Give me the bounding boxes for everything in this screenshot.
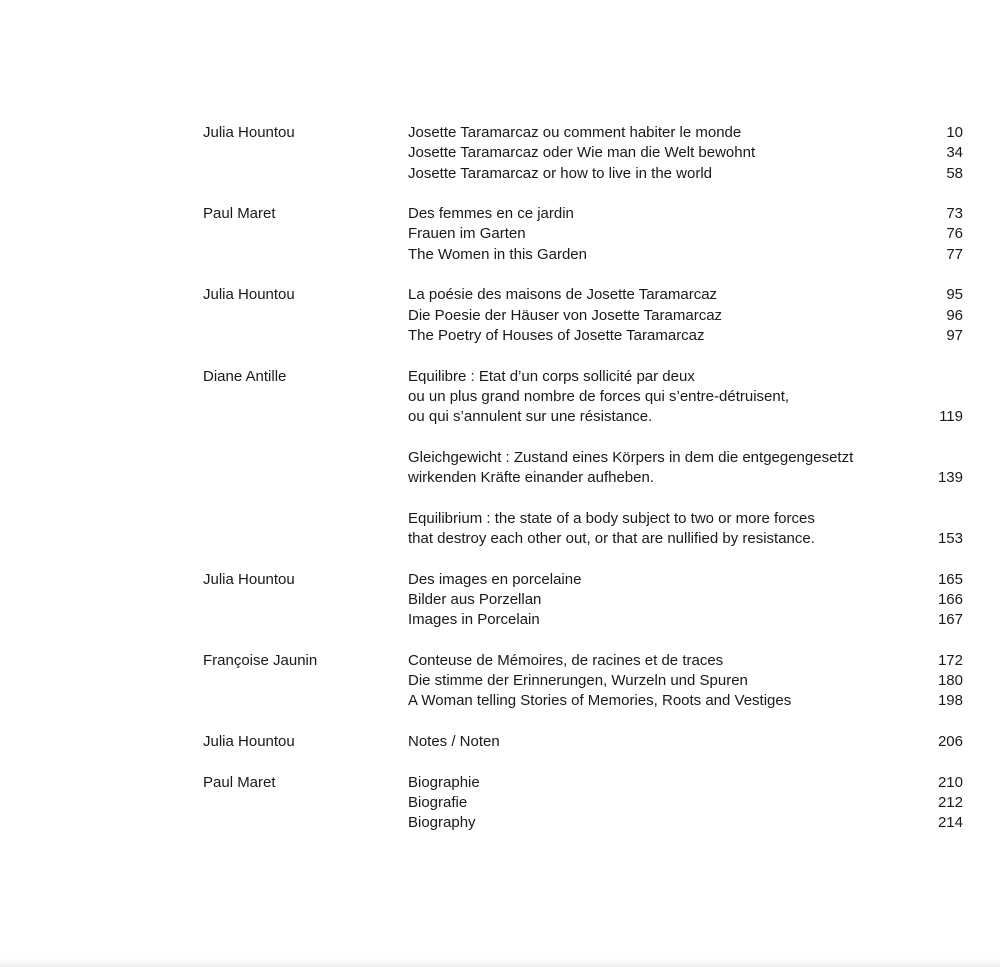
toc-page-number: 139 [937,469,963,487]
toc-entry-title-line: Images in Porcelain [408,611,540,629]
toc-page-number: 167 [937,611,963,629]
toc-page-number: 166 [937,590,963,608]
toc-page-number: 153 [937,529,963,547]
toc-entry [408,448,963,489]
toc-entry [408,570,963,590]
toc-entry [408,813,963,833]
toc-author: Julia Hountou [203,124,295,141]
toc-entry-title-line: Des images en porcelaine [408,570,582,588]
toc-entry-title-line: Bilder aus Porzellan [408,590,542,608]
toc-entry [408,590,963,610]
toc-entries [408,651,963,712]
toc-entry-title-line: A Woman telling Stories of Memories, Roots and Vestiges [408,692,792,710]
toc-entries [408,123,963,184]
toc-author: Julia Hountou [203,286,295,304]
toc-entry-title-line: Frauen im Garten [408,225,526,243]
toc-entry-title-line: Conteuse de Mémoires, de racines et de traces [408,651,724,669]
toc-entry [408,285,963,305]
toc-entry [408,732,963,752]
toc-page-number: 76 [946,225,963,243]
toc-page-number: 198 [937,692,963,710]
toc-entries [408,773,963,834]
toc-section [203,123,963,184]
toc-entry-title-line: Josette Taramarcaz ou comment habiter le monde [408,124,742,141]
toc-entry [408,651,963,671]
toc-page-number: 34 [946,144,963,162]
toc-section [203,570,963,631]
toc-entry [408,224,963,244]
toc-page-number: 10 [946,124,963,141]
toc-entries [408,367,963,550]
toc-entry-title-line: Biography [408,814,476,832]
toc-entries [408,285,963,346]
toc-page-number: 97 [946,326,963,344]
toc-entry [408,123,963,143]
toc-section [203,732,963,752]
toc-page-number: 77 [946,245,963,263]
toc-page-number: 212 [937,793,963,811]
toc-page-number: 95 [946,286,963,304]
toc-entry [408,691,963,711]
toc-entry [408,143,963,163]
toc-entry-title-line: ou un plus grand nombre de forces qui s’entre-détruisent, [408,387,790,405]
table-of-contents [203,123,963,854]
toc-entry-title-line: Biographie [408,773,480,791]
toc-page-number: 172 [937,651,963,669]
toc-author: Diane Antille [203,367,287,385]
toc-entry [408,306,963,326]
toc-entry-title-line: Die Poesie der Häuser von Josette Taramarcaz [408,306,723,324]
toc-page-number: 96 [946,306,963,324]
toc-page-number: 180 [937,672,963,690]
toc-entry-title-line: Equilibrium : the state of a body subject to two or more forces [408,509,815,527]
toc-author: Julia Hountou [203,570,295,588]
toc-section [203,204,963,265]
toc-section [203,651,963,712]
toc-entry [408,610,963,630]
toc-page-number: 214 [937,814,963,832]
toc-section [203,773,963,834]
toc-entry-title-line: wirkenden Kräfte einander aufheben. [408,469,655,487]
toc-entry [408,509,963,550]
toc-entry-title-line: Gleichgewicht : Zustand eines Körpers in dem die entgegengesetzt [408,448,854,466]
toc-page-number: 58 [946,164,963,182]
toc-author: Paul Maret [203,773,276,791]
toc-page-number: 119 [939,408,963,426]
toc-entry-title-line: Die stimme der Erinnerungen, Wurzeln und Spuren [408,672,748,690]
toc-entry-title-line: Notes / Noten [408,732,500,750]
toc-entry [408,164,963,184]
toc-entry [408,204,963,224]
toc-author: Françoise Jaunin [203,651,318,669]
toc-entry-title-line: Des femmes en ce jardin [408,205,574,223]
toc-entry-title-line: Josette Taramarcaz or how to live in the world [408,164,713,182]
toc-entry-title-line: The Poetry of Houses of Josette Taramarcaz [408,326,705,344]
toc-entry-title-line: Equilibre : Etat d’un corps sollicité par deux [408,367,695,385]
toc-page-number: 73 [946,205,963,223]
toc-entry-title-line: Josette Taramarcaz oder Wie man die Welt bewohnt [408,144,756,162]
toc-entry [408,671,963,691]
toc-author: Julia Hountou [203,732,295,750]
toc-entries [408,204,963,265]
toc-section [203,285,963,346]
toc-entry-title-line: ou qui s’annulent sur une résistance. [408,408,653,426]
toc-entry [408,367,963,428]
toc-page-number: 210 [937,773,963,791]
toc-entries [408,570,963,631]
toc-section [203,367,963,550]
toc-entry-title-line: La poésie des maisons de Josette Taramarcaz [408,286,718,304]
toc-entry-title-line: The Women in this Garden [408,245,587,263]
toc-author: Paul Maret [203,205,276,223]
toc-entry [408,793,963,813]
toc-page-number: 165 [937,570,963,588]
toc-entries [408,732,963,752]
toc-entry-title-line: Biografie [408,793,468,811]
page-bottom-shadow [0,959,1000,967]
toc-entry [408,326,963,346]
toc-entry [408,245,963,265]
toc-page-number: 206 [937,732,963,750]
toc-entry-title-line: that destroy each other out, or that are nullified by resistance. [408,529,815,547]
toc-entry [408,773,963,793]
